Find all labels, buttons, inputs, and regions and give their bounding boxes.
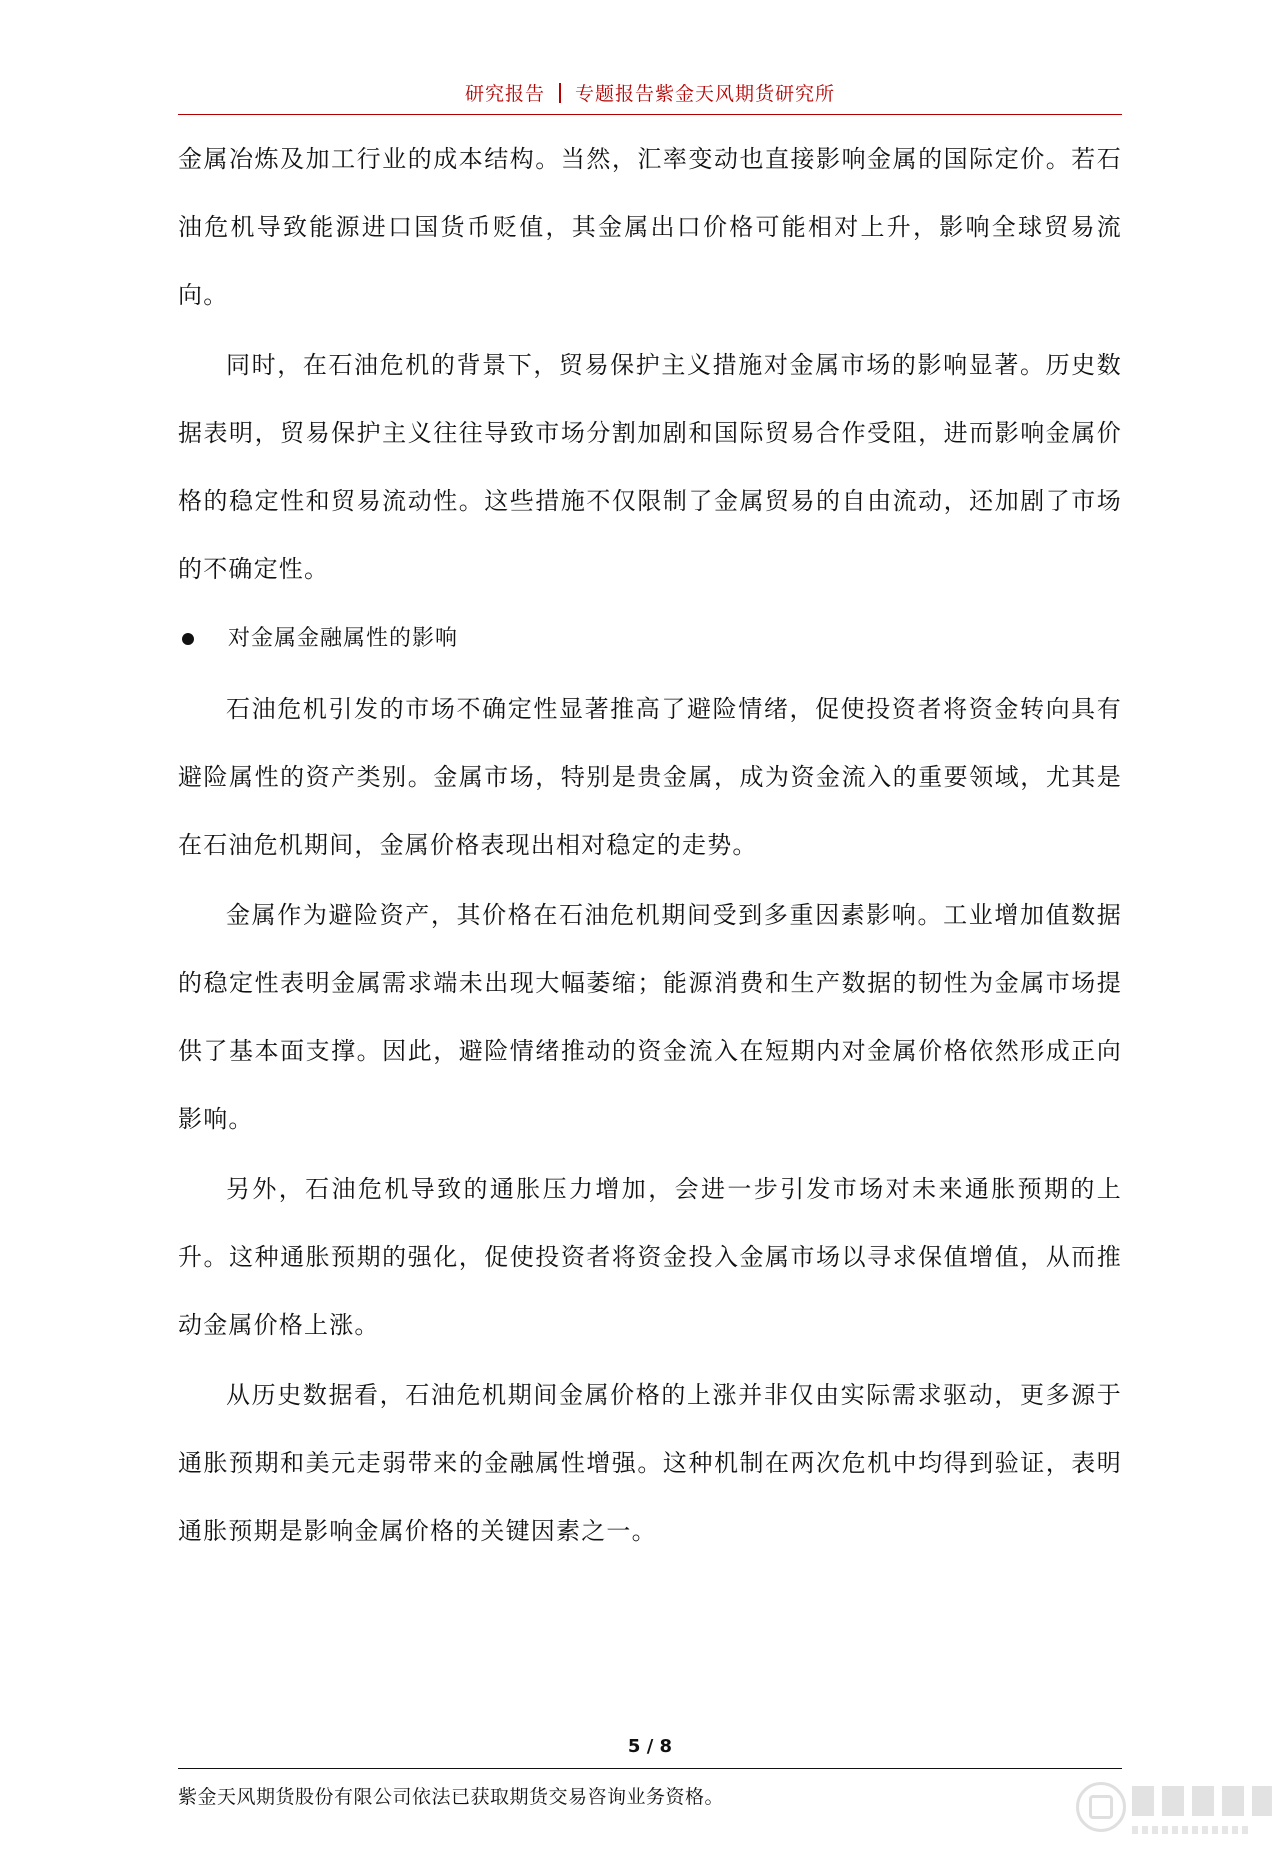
footer-disclaimer: 紫金天风期货股份有限公司依法已获取期货交易咨询业务资格。 bbox=[178, 1786, 725, 1808]
bullet-heading-text: 对金属金融属性的影响 bbox=[228, 626, 459, 651]
watermark-url bbox=[1132, 1826, 1252, 1834]
page-number: 5 / 8 bbox=[627, 1736, 673, 1757]
document-body bbox=[178, 125, 1122, 1567]
footer-divider bbox=[178, 1768, 1122, 1769]
header-divider bbox=[559, 83, 561, 103]
page-header bbox=[178, 80, 1122, 115]
paragraph-trade-protection: 同时，在石油危机的背景下，贸易保护主义措施对金属市场的影响显著。历史数据表明，贸易保护主义往往导致市场分割加剧和国际贸易合作受阻，进而影响金属价格的稳定性和贸易流动性。这些措施不仅限制了金属贸易的自由流动，还加剧了市场的不确定性。 bbox=[178, 351, 1122, 583]
watermark-emblem-icon bbox=[1076, 1782, 1126, 1832]
paragraph-hedge-asset: 金属作为避险资产，其价格在石油危机期间受到多重因素影响。工业增加值数据的稳定性表明金属需求端未出现大幅萎缩；能源消费和生产数据的韧性为金属市场提供了基本面支撑。因此，避险情绪推动的资金流入在短期内对金属价格依然形成正向影响。 bbox=[178, 901, 1122, 1133]
bullet-heading bbox=[178, 605, 1122, 673]
header-section-label: 研究报告 bbox=[464, 83, 545, 105]
header-report-title: 专题报告紫金天风期货研究所 bbox=[575, 83, 836, 105]
paragraph-inflation: 另外，石油危机导致的通胀压力增加，会进一步引发市场对未来通胀预期的上升。这种通胀预期的强化，促使投资者将资金投入金属市场以寻求保值增值，从而推动金属价格上涨。 bbox=[178, 1175, 1122, 1339]
watermark-logo-icon bbox=[1076, 1774, 1276, 1854]
paragraph-safe-haven: 石油危机引发的市场不确定性显著推高了避险情绪，促使投资者将资金转向具有避险属性的资产类别。金属市场，特别是贵金属，成为资金流入的重要领域，尤其是在石油危机期间，金属价格表现出相对稳定的走势。 bbox=[178, 695, 1122, 859]
paragraph-continuation: 金属冶炼及加工行业的成本结构。当然，汇率变动也直接影响金属的国际定价。若石油危机导致能源进口国货币贬值，其金属出口价格可能相对上升，影响全球贸易流向。 bbox=[178, 145, 1122, 309]
bullet-dot-icon bbox=[182, 633, 194, 645]
watermark-wordmark bbox=[1132, 1786, 1272, 1816]
paragraph-history: 从历史数据看，石油危机期间金属价格的上涨并非仅由实际需求驱动，更多源于通胀预期和美元走弱带来的金融属性增强。这种机制在两次危机中均得到验证，表明通胀预期是影响金属价格的关键因素之一。 bbox=[178, 1381, 1122, 1545]
